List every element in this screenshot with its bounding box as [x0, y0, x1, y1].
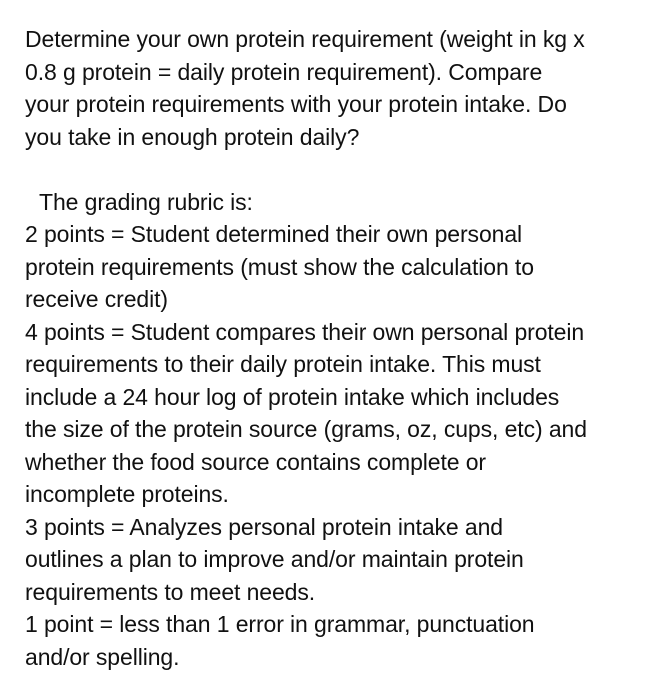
document-body: [25, 23, 645, 673]
rubric-section: [25, 186, 645, 674]
rubric-line: include a 24 hour log of protein intake which includes: [25, 383, 560, 410]
rubric-line: requirements to meet needs.: [25, 578, 316, 605]
rubric-line: incomplete proteins.: [25, 481, 229, 507]
rubric-line: requirements to their daily protein intake. This must: [25, 351, 541, 377]
rubric-line: the size of the protein source (grams, oz, cups, etc) and: [25, 416, 587, 442]
question-line: Determine your own protein requirement (weight in kg x: [25, 26, 585, 52]
rubric-line: receive credit): [25, 286, 168, 312]
question-line: 0.8 g protein = daily protein requirement). Compare: [25, 58, 543, 85]
rubric-line: 1 point = less than 1 error in grammar, punctuation: [25, 611, 535, 637]
rubric-line: and/or spelling.: [25, 643, 180, 670]
rubric-line: outlines a plan to improve and/or maintain protein: [25, 546, 524, 572]
paragraph-spacer: [25, 153, 645, 186]
rubric-line: 3 points = Analyzes personal protein intake and: [25, 513, 503, 540]
rubric-heading: The grading rubric is:: [39, 188, 253, 215]
rubric-line: 2 points = Student determined their own personal: [25, 221, 523, 247]
question-paragraph: [25, 23, 645, 153]
rubric-line: 4 points = Student compares their own personal protein: [25, 318, 585, 345]
question-line: you take in enough protein daily?: [25, 123, 360, 150]
rubric-line: whether the food source contains complete or: [25, 448, 486, 475]
rubric-line: protein requirements (must show the calculation to: [25, 253, 534, 280]
question-line: your protein requirements with your protein intake. Do: [25, 91, 567, 117]
